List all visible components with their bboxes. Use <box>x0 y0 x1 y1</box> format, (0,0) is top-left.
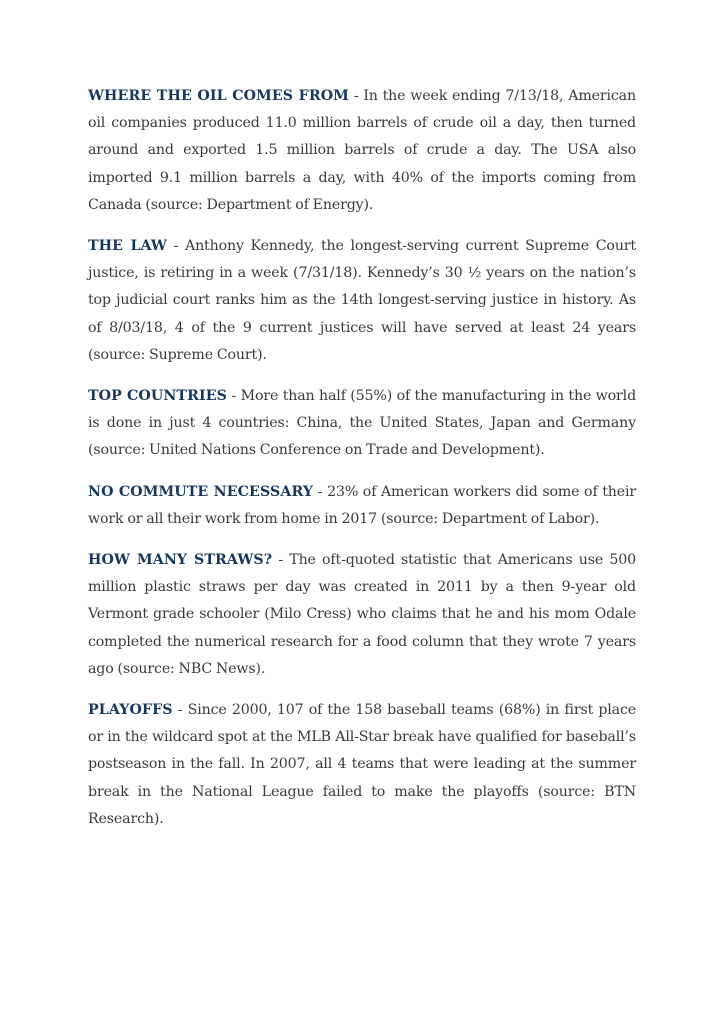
item-separator: - <box>166 238 185 255</box>
item-heading: HOW MANY STRAWS? <box>88 552 273 569</box>
item-no-commute <box>88 479 636 533</box>
item-heading: TOP COUNTRIES <box>88 388 227 405</box>
item-heading: THE LAW <box>88 238 167 255</box>
item-separator: - <box>313 483 328 500</box>
item-body: More than half (55%) of the manufacturing in the world is done in just 4 countries: China, the United States, Japan and Germany (source: United Nations Conference on Trade and Development). <box>88 388 636 459</box>
item-playoffs <box>88 697 636 833</box>
item-body: 23% of American workers did some of their work or all their work from home in 2017 (source: Department of Labor). <box>88 483 636 527</box>
item-separator: - <box>226 388 241 405</box>
item-heading: NO COMMUTE NECESSARY <box>88 483 314 500</box>
item-separator: - <box>348 88 364 104</box>
item-separator: - <box>172 702 188 719</box>
item-heading: WHERE THE OIL COMES FROM <box>88 88 349 104</box>
item-oil <box>88 83 636 219</box>
item-top-countries <box>88 383 636 465</box>
item-straws <box>88 547 636 683</box>
item-body: Anthony Kennedy, the longest-serving current Supreme Court justice, is retiring in a week (7/31/18). Kennedy’s 30 ½ years on the nation’s top judicial court ranks him as the 14th longest-serving justice in history. As of 8/03/18, 4 of the 9 current justices will have served at least 24 years (source: Supreme Court). <box>88 238 636 363</box>
document-page <box>88 83 636 847</box>
item-body: The oft-quoted statistic that Americans use 500 million plastic straws per day was created in 2011 by a then 9-year old Vermont grade schooler (Milo Cress) who claims that he and his mom Odale completed the numerical research for a food column that they wrote 7 years ago (source: NBC News). <box>88 552 636 677</box>
item-body: Since 2000, 107 of the 158 baseball teams (68%) in first place or in the wildcard spot at the MLB All-Star break have qualified for baseball’s postseason in the fall. In 2007, all 4 teams that were leading at the summer break in the National League failed to make the playoffs (source: BTN Research). <box>88 702 636 827</box>
item-body: In the week ending 7/13/18, American oil companies produced 11.0 million barrels of crude oil a day, then turned around and exported 1.5 million barrels of crude a day. The USA also imported 9.1 million barrels a day, with 40% of the imports coming from Canada (source: Department of Energy). <box>88 88 636 213</box>
item-separator: - <box>272 552 290 569</box>
item-law <box>88 233 636 369</box>
item-heading: PLAYOFFS <box>88 702 173 719</box>
